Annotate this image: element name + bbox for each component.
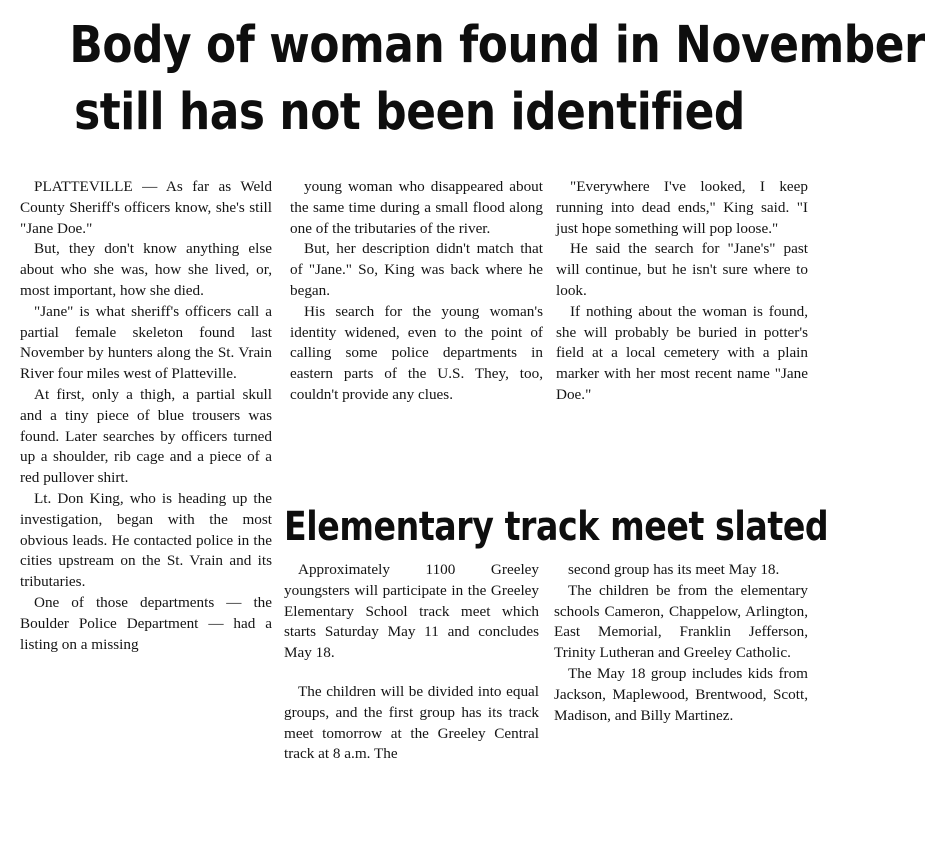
article2-column-1 — [284, 560, 539, 765]
paragraph: But, they don't know anything else about who she was, how she lived, or, most important, how she died. — [20, 240, 272, 299]
paragraph: One of those departments — the Boulder Police Department — had a listing on a missing — [20, 593, 272, 653]
paragraph: At first, only a thigh, a partial skull and a tiny piece of blue trousers was found. Later searches by officers turned up a shoulder, rib cage and a piece of a red pullover shirt. — [20, 385, 272, 487]
article1-headline-line1: Body of woman found in November — [69, 16, 925, 75]
paragraph: But, her description didn't match that of "Jane." So, King was back where he began. — [290, 240, 543, 299]
paragraph: Lt. Don King, who is heading up the investigation, began with the most obvious leads. He contacted police in the cities upstream on the St. Vrain and its tributaries. — [20, 489, 272, 591]
article1-column-2 — [290, 177, 543, 406]
article1-headline-line2: still has not been identified — [74, 83, 745, 142]
paragraph: PLATTEVILLE — As far as Weld County Sheriff's officers know, she's still "Jane Doe." — [20, 178, 272, 237]
paragraph: The children will be divided into equal groups, and the first group has its track meet tomorrow at the Greeley Central track at 8 a.m. The — [284, 682, 539, 763]
article1-column-1 — [20, 177, 272, 655]
paragraph: "Everywhere I've looked, I keep running into dead ends," King said. "I just hope something will pop loose." — [556, 178, 808, 237]
article1-column-3 — [556, 177, 808, 406]
paragraph: Approximately 1100 Greeley youngsters will participate in the Greeley Elementary School track meet which starts Saturday May 11 and concludes May 18. — [284, 561, 539, 662]
paragraph: young woman who disappeared about the same time during a small flood along one of the tributaries of the river. — [290, 178, 543, 237]
article2-column-2 — [554, 560, 808, 726]
paragraph: second group has its meet May 18. — [568, 561, 780, 578]
article2-headline: Elementary track meet slated — [284, 504, 829, 550]
paragraph: His search for the young woman's identity widened, even to the point of calling some police departments in eastern parts of the U.S. They, too, couldn't provide any clues. — [290, 302, 543, 403]
paragraph: "Jane" is what sheriff's officers call a partial female skeleton found last November by hunters along the St. Vrain River four miles west of Platteville. — [20, 302, 272, 383]
paragraph: The May 18 group includes kids from Jackson, Maplewood, Brentwood, Scott, Madison, and Billy Martinez. — [554, 664, 808, 724]
paragraph: If nothing about the woman is found, she will probably be buried in potter's field at a local cemetery with a plain marker with her most recent name "Jane Doe." — [556, 302, 808, 403]
paragraph: He said the search for "Jane's" past will continue, but he isn't sure where to look. — [556, 240, 808, 299]
paragraph: The children be from the elementary schools Cameron, Chappelow, Arlington, East Memorial, Franklin Jefferson, Trinity Lutheran and Greeley Catholic. — [554, 581, 808, 662]
